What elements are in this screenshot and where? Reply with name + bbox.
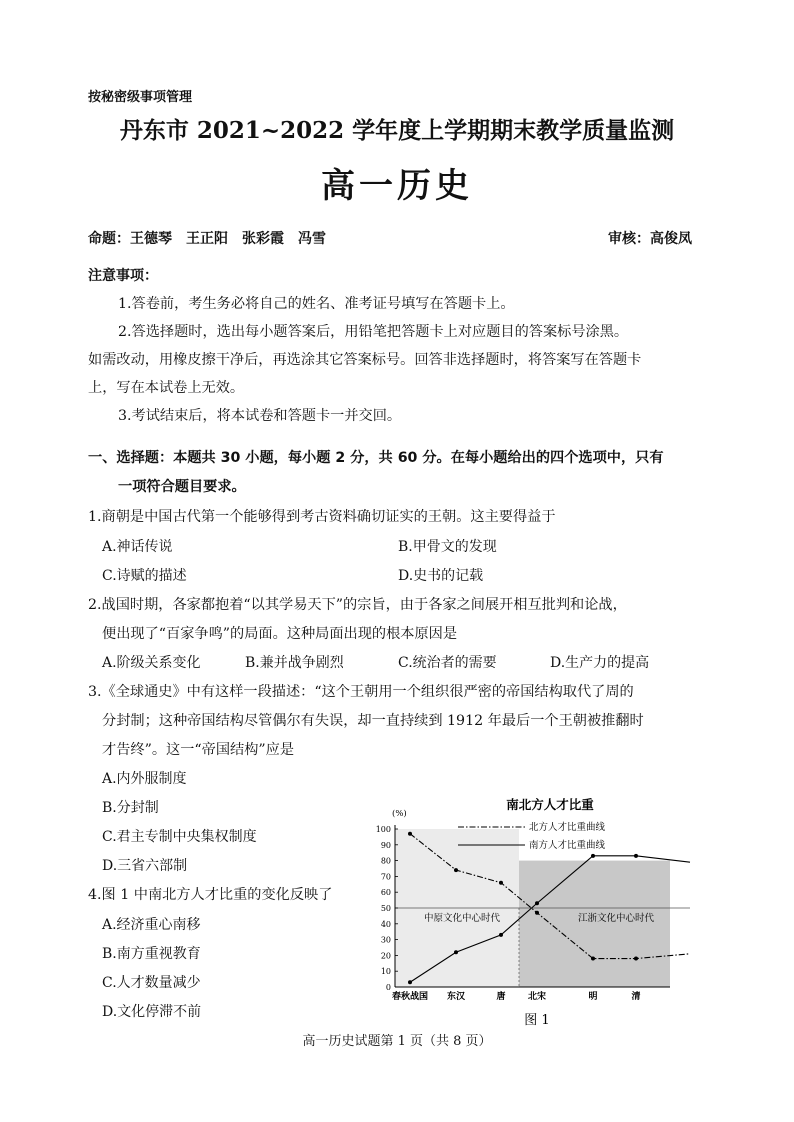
y-tick-label: 100 — [375, 825, 391, 834]
south-data-point — [535, 901, 539, 905]
legend-north-label: 北方人才比重曲线 — [529, 822, 606, 833]
page-footer: 高一历史试题第 1 页（共 8 页） — [302, 1034, 492, 1049]
q4-option-d: D.文化停滞不前 — [102, 1004, 202, 1020]
q3-option-d: D.三省六部制 — [102, 858, 188, 874]
authors-line — [88, 228, 340, 248]
author-name: 王正阳 — [186, 231, 228, 247]
south-data-point — [454, 950, 458, 954]
authors-label: 命题： — [88, 231, 130, 247]
figure-caption: 图 1 — [524, 1013, 550, 1028]
q2-stem: 2.战国时期，各家都抱着“以其学易天下”的宗旨，由于各家之间展开相互批判和论战， — [88, 597, 627, 613]
south-data-point — [634, 854, 638, 858]
south-data-point — [408, 980, 412, 984]
chart-title: 南北方人才比重 — [506, 797, 594, 812]
north-data-point — [499, 881, 503, 885]
q4-option-a: A.经济重心南移 — [102, 917, 201, 933]
note-item: 如需改动，用橡皮擦干净后，再选涂其它答案标号。回答非选择题时，将答案写在答题卡 — [88, 352, 642, 368]
section-heading-cont: 一项符合题目要求。 — [118, 479, 246, 495]
author-name: 冯雪 — [298, 231, 326, 247]
x-tick-label: 北宋 — [527, 992, 547, 1002]
y-tick-label: 0 — [385, 983, 391, 992]
note-item: 3.考试结束后，将本试卷和答题卡一并交回。 — [118, 408, 402, 424]
q1-option-c: C.诗赋的描述 — [102, 568, 187, 584]
north-data-point — [454, 868, 458, 872]
q4-option-c: C.人才数量减少 — [102, 975, 201, 991]
q1-option-a: A.神话传说 — [102, 539, 173, 555]
y-tick-label: 60 — [380, 888, 391, 898]
q4-stem: 4.图 1 中南北方人才比重的变化反映了 — [88, 887, 333, 903]
x-tick-label: 唐 — [496, 992, 506, 1002]
q3-stem: 3.《全球通史》中有这样一段描述：“这个王朝用一个组织很严密的帝国结构取代了周的 — [88, 684, 634, 700]
y-tick-label: 40 — [380, 919, 391, 929]
north-data-point — [535, 911, 539, 915]
north-data-point — [591, 957, 595, 961]
author-name: 张彩霞 — [242, 231, 284, 247]
y-tick-label: 10 — [380, 967, 391, 977]
reviewer: 审核：高俊凤 — [608, 231, 692, 247]
x-tick-label: 春秋战国 — [391, 992, 429, 1002]
y-tick-label: 30 — [380, 935, 391, 945]
x-tick-label: 东汉 — [446, 992, 466, 1002]
q1-option-b: B.甲骨文的发现 — [398, 539, 497, 555]
x-tick-label: 明 — [588, 992, 598, 1002]
north-data-point — [634, 957, 638, 961]
talent-ratio-chart — [360, 795, 705, 1030]
q2-option-c: C.统治者的需要 — [398, 655, 497, 671]
exam-title: 丹东市 2021~2022 学年度上学期期末教学质量监测 — [119, 117, 675, 144]
y-tick-label: 20 — [380, 951, 391, 961]
y-unit-label: (%) — [392, 809, 407, 819]
q3-option-b: B.分封制 — [102, 800, 159, 816]
q1-option-d: D.史书的记载 — [398, 568, 484, 584]
legend-south-label: 南方人才比重曲线 — [529, 840, 606, 851]
q2-option-b: B.兼并战争剧烈 — [245, 655, 344, 671]
y-tick-label: 70 — [380, 872, 391, 882]
q3-option-c: C.君主专制中央集权制度 — [102, 829, 257, 845]
subject-title: 高一历史 — [321, 166, 473, 206]
region-label-north: 中原文化中心时代 — [423, 913, 501, 924]
note-item: 上，写在本试卷上无效。 — [88, 380, 245, 396]
section-heading: 一、选择题：本题共 30 小题，每小题 2 分，共 60 分。在每小题给出的四个选项中，只有 — [88, 450, 664, 466]
south-data-point — [591, 854, 595, 858]
notes-heading: 注意事项： — [88, 268, 158, 284]
q4-option-b: B.南方重视教育 — [102, 946, 201, 962]
note-item: 2.答选择题时，选出每小题答案后，用铅笔把答题卡上对应题目的答案标号涂黑。 — [118, 324, 629, 340]
q2-option-d: D.生产力的提高 — [550, 655, 650, 671]
secret-label: 按秘密级事项管理 — [88, 90, 193, 105]
y-tick-label: 90 — [380, 840, 391, 850]
south-data-point — [499, 933, 503, 937]
note-item: 1.答卷前，考生务必将自己的姓名、准考证号填写在答题卡上。 — [118, 296, 515, 312]
q3-stem-cont: 才告终”。这一“帝国结构”应是 — [102, 742, 295, 758]
q3-option-a: A.内外服制度 — [102, 771, 187, 787]
north-data-point — [408, 832, 412, 836]
q1-stem: 1.商朝是中国古代第一个能够得到考古资料确切证实的王朝。这主要得益于 — [88, 509, 556, 525]
q2-stem-cont: 便出现了“百家争鸣”的局面。这种局面出现的根本原因是 — [102, 626, 458, 642]
region-label-south: 江浙文化中心时代 — [577, 913, 655, 924]
x-tick-label: 清 — [631, 992, 641, 1002]
q2-option-a: A.阶级关系变化 — [102, 655, 201, 671]
q3-stem-cont: 分封制；这种帝国结构尽管偶尔有失误，却一直持续到 1912 年最后一个王朝被推翻时 — [102, 713, 644, 729]
author-name: 王德琴 — [130, 231, 172, 247]
y-tick-label: 80 — [380, 856, 391, 866]
y-tick-label: 50 — [380, 904, 391, 913]
